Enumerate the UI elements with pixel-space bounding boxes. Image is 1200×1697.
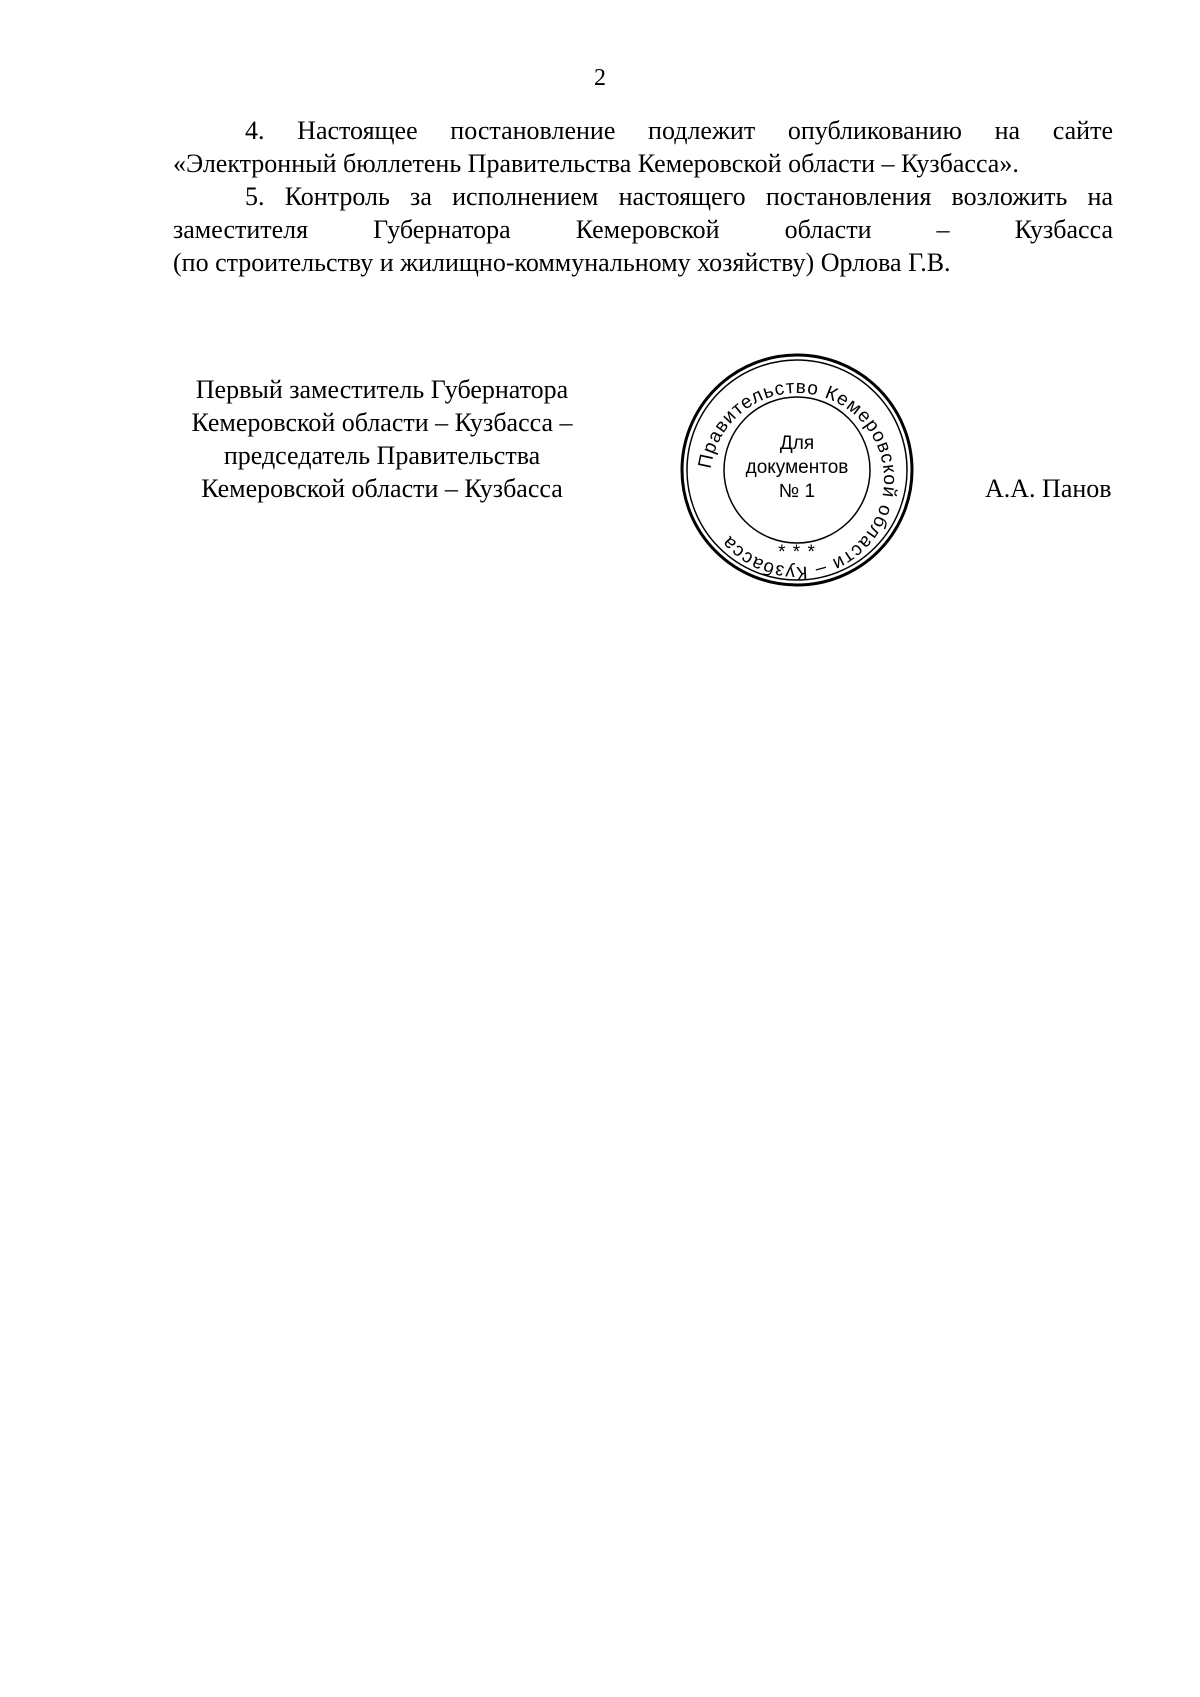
signatory-position-line-4: Кемеровской области – Кузбасса [201,474,563,503]
page-number: 2 [594,65,606,91]
paragraph-4-line-2: «Электронный бюллетень Правительства Кемеровской области – Кузбасса». [173,149,1019,178]
paragraph-5 [173,180,1113,279]
seal-center-line-1: Для [779,433,815,454]
signatory-name: А.А. Панов [985,474,1112,503]
seal-center-line-3: № 1 [778,481,816,502]
paragraph-4 [173,114,1113,180]
paragraph-5-line-2: заместителя Губернатора Кемеровской области – Кузбасса [173,215,1113,244]
signatory-position-line-1: Первый заместитель Губернатора [195,375,569,404]
seal-stars: * * * [778,542,816,563]
official-seal [672,345,922,595]
seal-ring-text: Правительство Кемеровской области – Кузбасса [694,376,901,584]
signatory-position-line-3: председатель Правительства [223,441,541,470]
seal-center-line-2: документов [745,457,849,478]
paragraph-5-line-3: (по строительству и жилищно-коммунальному хозяйству) Орлова Г.В. [173,248,951,277]
document-body [173,114,1113,279]
seal-graphic [672,345,922,595]
paragraph-5-line-1: 5. Контроль за исполнением настоящего постановления возложить на [245,182,1113,211]
signatory-position [172,373,592,505]
paragraph-4-line-1: 4. Настоящее постановление подлежит опубликованию на сайте [245,116,1113,145]
signatory-position-line-2: Кемеровской области – Кузбасса – [191,408,573,437]
